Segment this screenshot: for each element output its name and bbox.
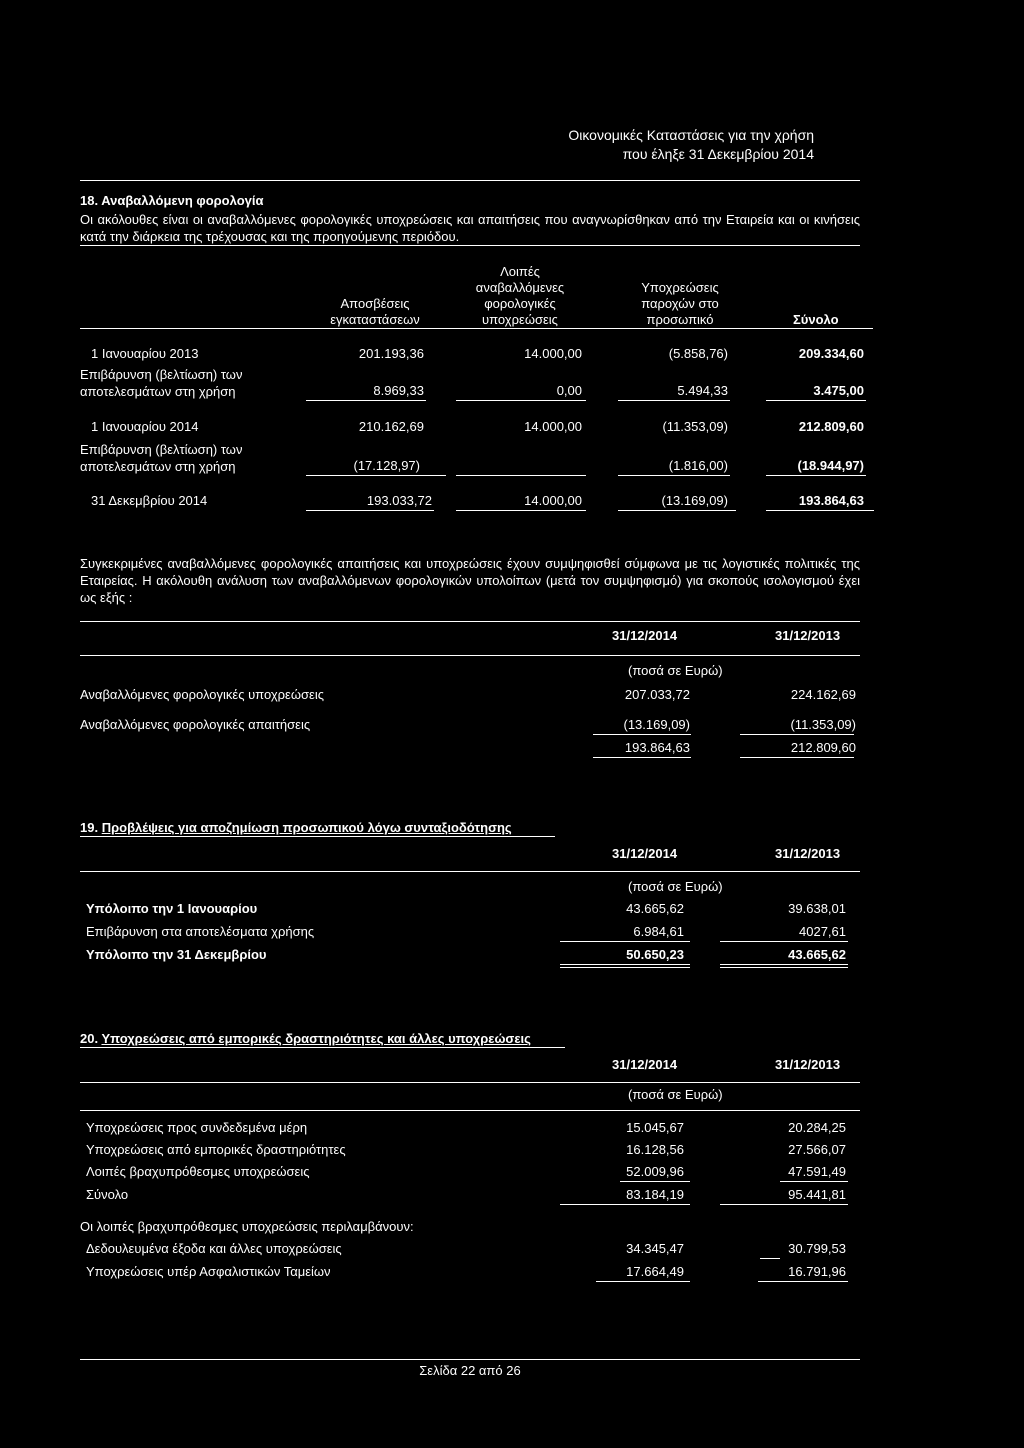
s19-value-2014: 43.665,62	[626, 901, 684, 916]
movement-table-header-rule	[80, 328, 873, 329]
row-label-line: αποτελεσμάτων στη χρήση	[80, 459, 236, 474]
cell-value: (11.353,09)	[662, 419, 728, 434]
analysis-col-2014: 31/12/2014	[612, 628, 678, 643]
header-divider	[80, 180, 860, 181]
s19-unit: (ποσά σε Ευρώ)	[628, 879, 723, 894]
section-20-heading: Υποχρεώσεις από εμπορικές δραστηριότητες και άλλες υποχρεώσεις	[101, 1031, 531, 1046]
s19-row-label: Υπόλοιπο την 31 Δεκεμβρίου	[86, 947, 267, 962]
s20-col-2013: 31/12/2013	[775, 1057, 841, 1072]
row-label-line: αποτελεσμάτων στη χρήση	[80, 384, 236, 399]
cell-underline	[780, 1181, 848, 1182]
cell-underline	[620, 1181, 690, 1182]
analysis-value-2013: (11.353,09)	[790, 717, 856, 732]
cell-double-underline	[560, 967, 690, 968]
column-header-line: Αποσβέσεις	[340, 296, 410, 311]
s20-row-label: Υποχρεώσεις από εμπορικές δραστηριότητες	[86, 1142, 346, 1157]
analysis-value-2013: 224.162,69	[790, 687, 856, 702]
cell-underline	[456, 475, 586, 476]
s20-unit-rule	[80, 1110, 860, 1111]
section-20-title-rule	[80, 1047, 565, 1048]
s20-row-label: Σύνολο	[86, 1187, 129, 1202]
s19-col-2014: 31/12/2014	[612, 846, 678, 861]
analysis-col-2013: 31/12/2013	[775, 628, 841, 643]
section-20-number: 20.	[80, 1031, 99, 1046]
analysis-row-label: Αναβαλλόμενες φορολογικές απαιτήσεις	[80, 717, 311, 732]
cell-underline	[720, 941, 848, 942]
cell-underline	[596, 1281, 690, 1282]
cell-underline	[758, 1281, 848, 1282]
s20-row-label: Υποχρεώσεις προς συνδεδεμένα μέρη	[86, 1120, 308, 1135]
analysis-row-label: Αναβαλλόμενες φορολογικές υποχρεώσεις	[80, 687, 324, 702]
cell-underline	[560, 1204, 690, 1205]
analysis-value-2014: (13.169,09)	[623, 717, 690, 732]
s19-value-2014: 50.650,23	[626, 947, 684, 962]
section-18-intro: Οι ακόλουθες είναι οι αναβαλλόμενες φορολογικές υποχρεώσεις και απαιτήσεις που αναγνωρίσθηκαν από την Εταιρεία και οι κινήσεις κατά την διάρκεια της τρέχουσας και της προηγούμενης περιόδου.	[80, 212, 860, 244]
cell-value: (1.816,00)	[668, 458, 728, 473]
cell-value: (18.944,97)	[797, 458, 864, 473]
cell-underline	[456, 510, 586, 511]
section-19-heading: Προβλέψεις για αποζημίωση προσωπικού λόγω συνταξιοδότησης	[101, 820, 512, 835]
cell-underline	[766, 400, 866, 401]
cell-underline	[760, 1258, 780, 1259]
row-label	[80, 441, 242, 475]
s20-row-label: Λοιπές βραχυπρόθεσμες υποχρεώσεις	[86, 1164, 310, 1179]
header-title: Οικονομικές Καταστάσεις για την χρήση	[568, 127, 814, 143]
column-header-line: φορολογικές	[484, 296, 556, 311]
offset-paragraph: Συγκεκριμένες αναβαλλόμενες φορολογικές απαιτήσεις και υποχρεώσεις έχουν συμψηφισθεί σύμφωνα με τις λογιστικές πολιτικές της Εταιρείας. Η ακόλουθη ανάλυση των αναβαλλόμενων φορολογικών υπολοίπων (μετά τον συμψηφισμό) για σκοπούς ισολογισμού έχει ως εξής :	[80, 556, 860, 605]
s20-other-value-2014: 17.664,49	[626, 1264, 684, 1279]
cell-underline	[766, 475, 866, 476]
header-period: που έληξε 31 Δεκεμβρίου 2014	[622, 146, 814, 162]
column-header-line: αναβαλλόμενες	[475, 280, 565, 295]
s20-other-row-label: Υποχρεώσεις υπέρ Ασφαλιστικών Ταμείων	[86, 1264, 331, 1279]
s20-value-2013: 95.441,81	[788, 1187, 846, 1202]
cell-value: 5.494,33	[677, 383, 728, 398]
cell-underline	[740, 734, 854, 735]
cell-double-underline	[720, 964, 848, 965]
cell-underline	[560, 941, 690, 942]
s19-header-rule	[80, 871, 860, 872]
section-19-title-rule	[80, 836, 555, 837]
cell-value: 14.000,00	[524, 346, 582, 361]
s20-value-2014: 15.045,67	[626, 1120, 684, 1135]
s19-row-label: Επιβάρυνση στα αποτελέσματα χρήσης	[86, 924, 315, 939]
cell-underline	[618, 475, 730, 476]
page-number: Σελίδα 22 από 26	[419, 1363, 521, 1378]
column-header-line: παροχών στο	[641, 296, 719, 311]
s20-other-row-label: Δεδουλευμένα έξοδα και άλλες υποχρεώσεις	[86, 1241, 342, 1256]
column-header-line: Λοιπές	[500, 264, 540, 279]
column-header-line: υποχρεώσεις	[482, 312, 558, 327]
cell-value: (13.169,09)	[661, 493, 728, 508]
cell-underline	[618, 510, 736, 511]
s20-col-2014: 31/12/2014	[612, 1057, 678, 1072]
analysis-value-2014: 207.033,72	[624, 687, 690, 702]
cell-underline	[306, 475, 446, 476]
s19-value-2013: 43.665,62	[788, 947, 846, 962]
row-label: 1 Ιανουαρίου 2013	[91, 346, 199, 361]
section-19-title	[80, 820, 512, 835]
s19-value-2013: 4027,61	[799, 924, 846, 939]
cell-value: 212.809,60	[798, 419, 864, 434]
row-label	[80, 366, 242, 400]
s19-value-2013: 39.638,01	[788, 901, 846, 916]
s20-header-rule	[80, 1082, 860, 1083]
cell-underline	[618, 400, 730, 401]
cell-underline	[593, 734, 691, 735]
s20-value-2014: 16.128,56	[626, 1142, 684, 1157]
cell-value: (17.128,97)	[353, 458, 420, 473]
cell-underline	[456, 400, 586, 401]
s20-other-value-2013: 16.791,96	[788, 1264, 846, 1279]
cell-underline	[306, 400, 426, 401]
section-20-title	[80, 1031, 531, 1046]
s20-value-2014: 83.184,19	[626, 1187, 684, 1202]
section-18-intro-underline	[80, 245, 860, 246]
cell-underline	[306, 510, 434, 511]
row-label: 1 Ιανουαρίου 2014	[91, 419, 199, 434]
s20-other-value-2014: 34.345,47	[626, 1241, 684, 1256]
cell-value: 14.000,00	[524, 419, 582, 434]
analysis-header-rule	[80, 655, 860, 656]
section-19-number: 19.	[80, 820, 99, 835]
cell-underline	[766, 510, 874, 511]
column-header-total: Σύνολο	[793, 312, 839, 327]
cell-value: (5.858,76)	[668, 346, 728, 361]
s20-value-2013: 20.284,25	[788, 1120, 846, 1135]
analysis-total-2013: 212.809,60	[790, 740, 856, 755]
s20-value-2013: 47.591,49	[788, 1164, 846, 1179]
cell-underline	[720, 1204, 848, 1205]
column-header-depreciation	[320, 296, 430, 328]
column-header-line: Υποχρεώσεις	[641, 280, 719, 295]
cell-value: 210.162,69	[358, 419, 424, 434]
cell-value: 201.193,36	[358, 346, 424, 361]
column-header-employee-benefits	[620, 280, 740, 328]
cell-double-underline	[560, 964, 690, 965]
cell-value: 0,00	[556, 383, 582, 398]
s20-value-2013: 27.566,07	[788, 1142, 846, 1157]
cell-value: 14.000,00	[524, 493, 582, 508]
column-header-line: προσωπικό	[646, 312, 714, 327]
cell-underline	[593, 757, 691, 758]
cell-value: 193.033,72	[366, 493, 432, 508]
s19-row-label: Υπόλοιπο την 1 Ιανουαρίου	[86, 901, 258, 916]
s20-unit: (ποσά σε Ευρώ)	[628, 1087, 723, 1102]
row-label-line: Επιβάρυνση (βελτίωση) των	[80, 367, 243, 382]
column-header-other-deferred	[460, 264, 580, 328]
analysis-unit: (ποσά σε Ευρώ)	[628, 663, 723, 678]
row-label-line: Επιβάρυνση (βελτίωση) των	[80, 442, 243, 457]
cell-value: 3.475,00	[813, 383, 864, 398]
cell-value: 8.969,33	[373, 383, 424, 398]
document-header	[568, 126, 814, 164]
row-label: 31 Δεκεμβρίου 2014	[91, 493, 208, 508]
cell-underline	[740, 757, 854, 758]
footer-rule	[80, 1359, 860, 1360]
cell-value: 193.864,63	[798, 493, 864, 508]
s20-other-value-2013: 30.799,53	[788, 1241, 846, 1256]
s19-value-2014: 6.984,61	[633, 924, 684, 939]
cell-double-underline	[720, 967, 848, 968]
s19-col-2013: 31/12/2013	[775, 846, 841, 861]
cell-value: 209.334,60	[798, 346, 864, 361]
s20-other-intro: Οι λοιπές βραχυπρόθεσμες υποχρεώσεις περιλαμβάνουν:	[80, 1219, 414, 1234]
analysis-total-2014: 193.864,63	[624, 740, 690, 755]
column-header-line: εγκαταστάσεων	[330, 312, 420, 327]
section-18-title: 18. Αναβαλλόμενη φορολογία	[80, 193, 264, 208]
s20-value-2014: 52.009,96	[626, 1164, 684, 1179]
analysis-top-rule	[80, 621, 860, 622]
